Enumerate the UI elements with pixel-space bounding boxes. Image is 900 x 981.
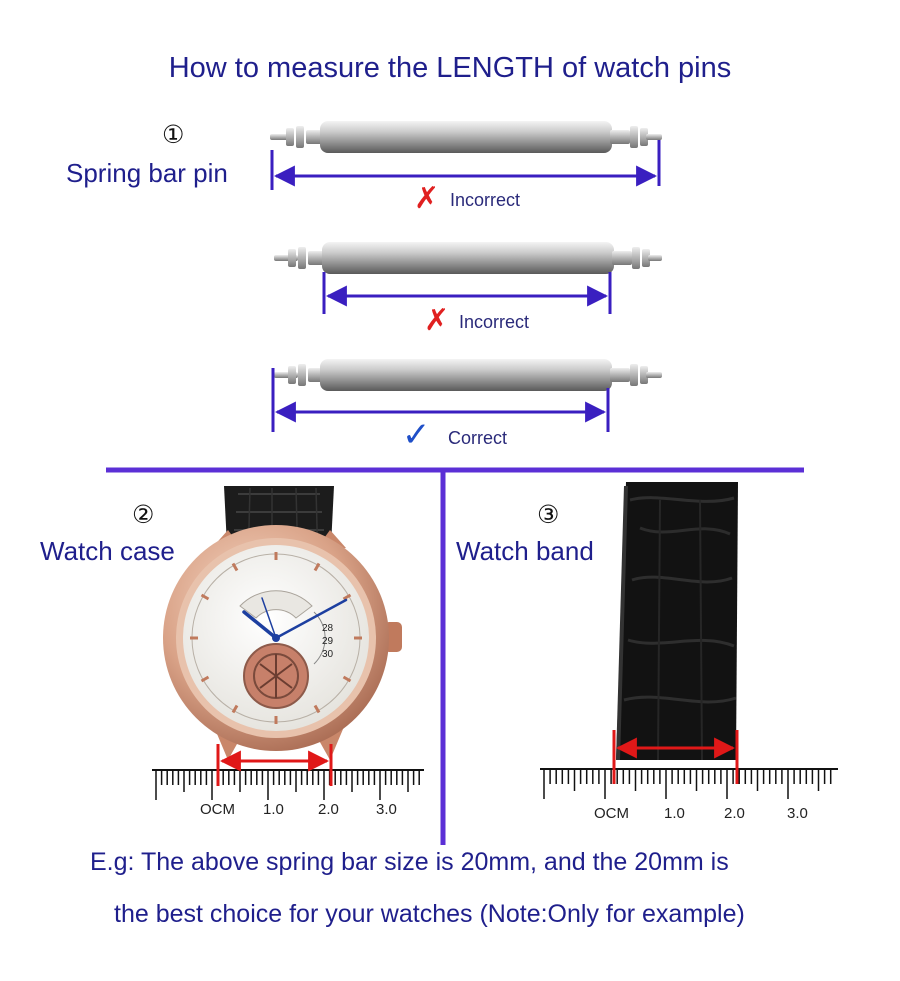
ruler-right	[540, 769, 838, 799]
ruler-left-tick-2: 2.0	[318, 801, 339, 818]
dial-date-30: 30	[322, 649, 334, 660]
watch-illustration	[163, 486, 402, 760]
ruler-left-zero-label: OCM	[200, 801, 235, 818]
verdict-incorrect-2: Incorrect	[459, 312, 530, 332]
ruler-right-tick-2: 2.0	[724, 805, 745, 822]
ruler-right-zero-label: OCM	[594, 805, 629, 822]
page-title: How to measure the LENGTH of watch pins	[168, 52, 732, 84]
cross-icon: ✗	[414, 182, 440, 215]
ruler-right-tick-1: 1.0	[664, 805, 685, 822]
spring-bar-pin-3	[274, 359, 662, 391]
watch-case-label: Watch case	[40, 536, 175, 566]
note-line-1: E.g: The above spring bar size is 20mm, and the 20mm is	[90, 848, 729, 876]
ruler-left-tick-3: 3.0	[376, 801, 397, 818]
watch-band-label: Watch band	[456, 536, 594, 566]
cross-icon: ✗	[424, 304, 450, 337]
spring-bar-pin-1	[270, 121, 662, 153]
ruler-left-tick-1: 1.0	[263, 801, 284, 818]
watch-band-illustration	[616, 482, 738, 760]
dial-date-28: 28	[322, 623, 334, 634]
verdict-incorrect-1: Incorrect	[450, 190, 521, 210]
step-number-3: ③	[537, 501, 560, 529]
spring-bar-pin-label: Spring bar pin	[66, 158, 228, 188]
spring-bar-pin-2	[274, 242, 662, 274]
note-line-2: the best choice for your watches (Note:Only for example)	[114, 900, 745, 928]
step-number-2: ②	[132, 501, 155, 529]
verdict-correct: Correct	[448, 428, 508, 448]
ruler-right-tick-3: 3.0	[787, 805, 808, 822]
step-number-1: ①	[162, 121, 185, 149]
check-icon: ✓	[402, 416, 431, 454]
ruler-left	[152, 770, 424, 800]
dial-date-29: 29	[322, 636, 334, 647]
